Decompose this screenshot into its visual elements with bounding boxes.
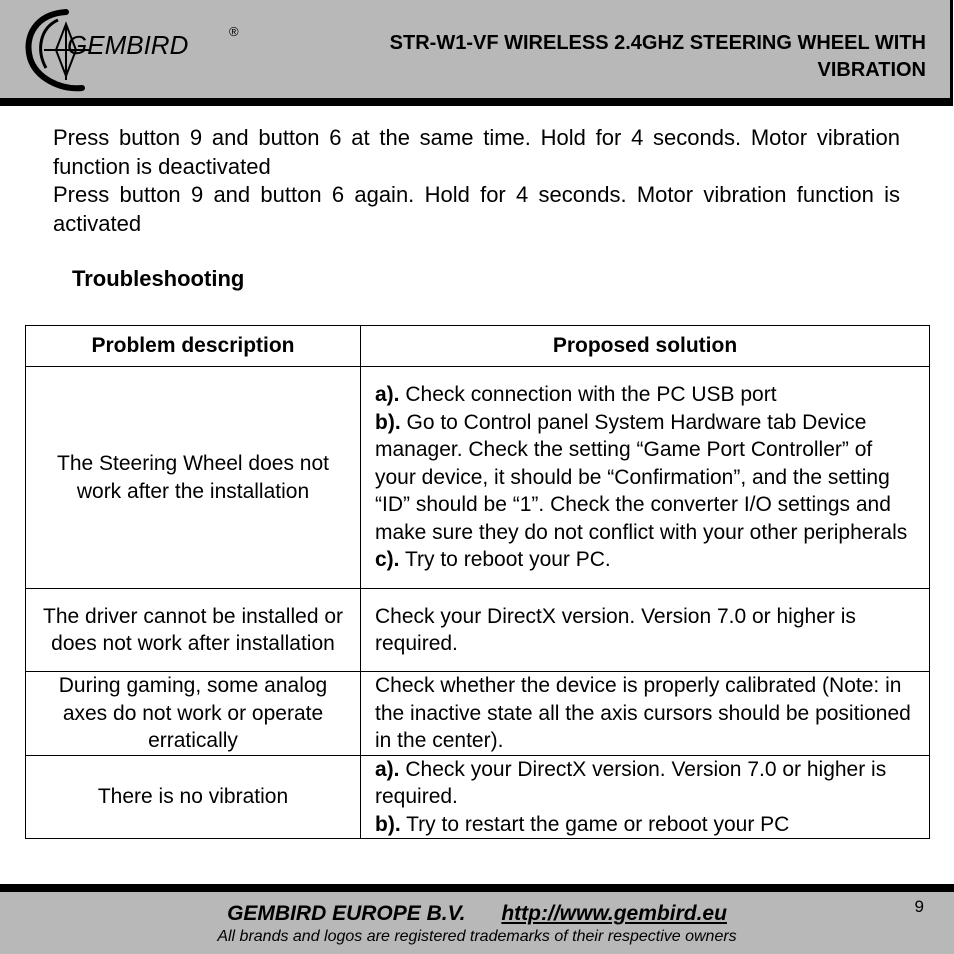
table-row bbox=[26, 589, 930, 672]
problem-cell: The Steering Wheel does not work after the installation bbox=[26, 367, 361, 589]
section-title: Troubleshooting bbox=[72, 266, 245, 291]
problem-cell: During gaming, some analog axes do not work or operate erratically bbox=[26, 672, 361, 756]
table-row bbox=[26, 367, 930, 589]
intro-paragraph-deactivate: Press button 9 and button 6 at the same time. Hold for 4 seconds. Motor vibration function is deactivated bbox=[53, 125, 900, 179]
solution-item bbox=[375, 672, 915, 755]
header-problem: Problem description bbox=[26, 326, 361, 367]
page-number: 9 bbox=[914, 897, 924, 916]
footer-trademark-note: All brands and logos are registered trademarks of their respective owners bbox=[217, 928, 737, 945]
intro-paragraph-activate: Press button 9 and button 6 again. Hold for 4 seconds. Motor vibration function is activated bbox=[53, 182, 900, 236]
header-divider bbox=[0, 98, 953, 106]
solution-text: Try to reboot your PC. bbox=[399, 548, 611, 572]
solution-text: Check whether the device is properly calibrated (Note: in the inactive state all the axis cursors should be positioned in the center). bbox=[375, 674, 911, 752]
solution-item bbox=[375, 811, 915, 839]
page-footer bbox=[0, 892, 954, 954]
solution-item bbox=[375, 546, 915, 574]
solution-item bbox=[375, 381, 915, 409]
footer-divider bbox=[0, 884, 954, 892]
footer-company: GEMBIRD EUROPE B.V. bbox=[227, 902, 466, 925]
table-row bbox=[26, 672, 930, 756]
footer-company-line bbox=[0, 902, 954, 926]
solution-item bbox=[375, 603, 915, 658]
solution-cell bbox=[361, 755, 930, 839]
troubleshooting-table bbox=[25, 325, 930, 839]
solution-marker: a). bbox=[375, 383, 400, 407]
solution-item bbox=[375, 756, 915, 811]
solution-cell bbox=[361, 672, 930, 756]
intro-text bbox=[53, 124, 900, 238]
document-title-line2: VIBRATION bbox=[817, 59, 926, 81]
header-solution: Proposed solution bbox=[361, 326, 930, 367]
document-title bbox=[286, 30, 926, 84]
solution-text: Go to Control panel System Hardware tab Device manager. Check the setting “Game Port Controller” of your device, it should be “Confirmation”, and the setting “ID” should be “1”. Check the converter I/O settings and make sure they do not conflict with your other peripherals bbox=[375, 410, 908, 544]
solution-marker: b). bbox=[375, 812, 401, 836]
solution-cell bbox=[361, 367, 930, 589]
registered-mark: ® bbox=[229, 24, 239, 39]
solution-text: Try to restart the game or reboot your PC bbox=[400, 812, 790, 836]
solution-cell bbox=[361, 589, 930, 672]
document-title-line1: STR-W1-VF WIRELESS 2.4GHZ STEERING WHEEL WITH bbox=[389, 32, 926, 54]
table-row bbox=[26, 755, 930, 839]
problem-cell: There is no vibration bbox=[26, 755, 361, 839]
page-header bbox=[0, 0, 953, 98]
solution-item bbox=[375, 409, 915, 547]
solution-marker: b). bbox=[375, 410, 401, 434]
solution-text: Check your DirectX version. Version 7.0 or higher is required. bbox=[375, 757, 887, 808]
solution-marker: c). bbox=[375, 548, 400, 572]
solution-marker: a). bbox=[375, 757, 400, 781]
solution-text: Check connection with the PC USB port bbox=[399, 383, 777, 407]
logo-text: GEMBIRD bbox=[67, 30, 189, 60]
problem-cell: The driver cannot be installed or does not work after installation bbox=[26, 589, 361, 672]
solution-text: Check your DirectX version. Version 7.0 or higher is required. bbox=[375, 604, 856, 655]
footer-url-link[interactable]: http://www.gembird.eu bbox=[501, 902, 727, 925]
table-header-row bbox=[26, 326, 930, 367]
